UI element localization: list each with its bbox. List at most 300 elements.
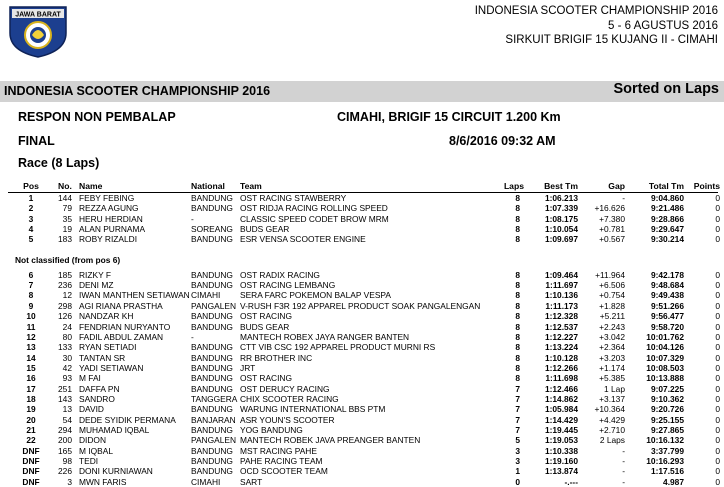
table-row — [0, 446, 724, 456]
cell-laps: 8 — [515, 342, 520, 353]
cell-pos: 11 — [26, 321, 36, 332]
cell-team: OST RADIX RACING — [240, 269, 320, 280]
cell-name: IWAN MANTHEN SETIAWAN — [79, 290, 190, 301]
cell-laps: 3 — [515, 445, 520, 456]
cell-gap: +4.429 — [599, 414, 625, 425]
cell-total: 10:08.503 — [646, 362, 684, 373]
cell-best: 1:06.213 — [544, 193, 578, 203]
cell-gap: +16.626 — [594, 203, 625, 214]
cell-national: BANDUNG — [191, 234, 233, 245]
cell-national: - — [191, 213, 194, 224]
event-header — [475, 4, 718, 48]
cell-total: 9:28.866 — [650, 213, 684, 224]
cell-total: 9:21.486 — [650, 203, 684, 214]
col-total: Total Tm — [648, 181, 684, 191]
cell-name: AGI RIANA PRASTHA — [79, 300, 163, 311]
col-team: Team — [240, 181, 262, 191]
cell-laps: 8 — [515, 300, 520, 311]
cell-total: 9:56.477 — [650, 311, 684, 322]
cell-total: 9:29.647 — [650, 224, 684, 235]
cell-points: 0 — [715, 311, 720, 322]
cell-laps: 8 — [515, 352, 520, 363]
cell-best: 1:07.339 — [544, 203, 578, 214]
table-row — [0, 363, 724, 373]
cell-national: BANDUNG — [191, 445, 233, 456]
cell-no: 80 — [62, 331, 72, 342]
cell-laps: 8 — [515, 234, 520, 245]
cell-no: 143 — [58, 393, 72, 404]
cell-national: TANGGERA — [191, 393, 238, 404]
cell-no: 30 — [62, 352, 72, 363]
cell-pos: DNF — [22, 456, 40, 467]
cell-team: WARUNG INTERNATIONAL BBS PTM — [240, 404, 386, 415]
cell-national: BANDUNG — [191, 466, 233, 477]
col-national: National — [191, 181, 225, 191]
cell-laps: 7 — [515, 393, 520, 404]
cell-team: MANTECH ROBEK JAVA PREANGER BANTEN — [240, 435, 421, 446]
cell-total: 1:17.516 — [650, 466, 684, 477]
table-row — [0, 466, 724, 476]
cell-national: BANDUNG — [191, 280, 233, 291]
cell-total: 9:07.225 — [650, 383, 684, 394]
cell-laps: 8 — [515, 203, 520, 214]
cell-gap: +3.042 — [599, 331, 625, 342]
cell-best: 1:11.173 — [545, 300, 578, 311]
table-row — [0, 394, 724, 404]
cell-laps: 5 — [515, 435, 520, 446]
cell-pos: DNF — [22, 445, 40, 456]
cell-points: 0 — [715, 445, 720, 456]
cell-total: 3:37.799 — [650, 445, 684, 456]
table-row — [0, 214, 724, 224]
cell-pos: 13 — [26, 342, 36, 353]
col-points: Points — [693, 181, 720, 191]
cell-best: 1:12.537 — [544, 321, 578, 332]
cell-national: BANDUNG — [191, 193, 233, 203]
col-laps: Laps — [503, 181, 524, 191]
cell-best: 1:10.338 — [544, 445, 578, 456]
cell-no: 165 — [58, 445, 72, 456]
cell-best: 1:12.266 — [544, 362, 578, 373]
cell-pos: 6 — [28, 269, 34, 280]
cell-no: 35 — [62, 213, 72, 224]
cell-best: 1:14.862 — [544, 393, 578, 404]
cell-no: 13 — [62, 404, 72, 415]
cell-pos: 18 — [26, 393, 36, 404]
cell-best: 1:10.128 — [544, 352, 578, 363]
table-row — [0, 477, 724, 487]
cell-total: 10:07.329 — [646, 352, 684, 363]
table-row — [0, 311, 724, 321]
cell-best: 1:19.445 — [544, 425, 578, 435]
cell-team: ESR VENSA SCOOTER ENGINE — [240, 234, 366, 245]
cell-total: 10:01.762 — [646, 331, 684, 342]
cell-national: BANJARAN — [191, 414, 236, 425]
cell-points: 0 — [715, 280, 720, 291]
cell-total: 4.987 — [663, 476, 684, 487]
cell-name: YADI SETIAWAN — [79, 362, 144, 373]
cell-gap: - — [622, 193, 625, 203]
cell-total: 9:25.155 — [650, 414, 684, 425]
cell-pos: 16 — [26, 373, 36, 384]
cell-pos: 19 — [26, 404, 36, 415]
table-row — [0, 425, 724, 435]
cell-team: MANTECH ROBEX JAYA RANGER BANTEN — [240, 331, 410, 342]
cell-points: 0 — [715, 234, 720, 245]
cell-team: OST RACING LEMBANG — [240, 280, 336, 291]
cell-gap: +1.174 — [599, 362, 625, 373]
cell-laps: 3 — [515, 456, 520, 467]
table-row — [0, 280, 724, 290]
cell-national: BANDUNG — [191, 342, 233, 353]
cell-gap: +2.243 — [599, 321, 625, 332]
cell-team: JRT — [240, 362, 256, 373]
cell-team: PAHE RACING TEAM — [240, 456, 323, 467]
cell-no: 98 — [62, 456, 72, 467]
cell-team: OST RACING — [240, 311, 292, 322]
cell-gap: +7.380 — [599, 213, 625, 224]
cell-laps: 8 — [515, 311, 520, 322]
cell-best: 1:11.698 — [545, 373, 578, 384]
cell-team: MST RACING PAHE — [240, 445, 317, 456]
cell-points: 0 — [715, 203, 720, 214]
cell-national: BANDUNG — [191, 311, 233, 322]
cell-name: ALAN PURNAMA — [79, 224, 146, 235]
cell-name: M FAI — [79, 373, 101, 384]
event-title: INDONESIA SCOOTER CHAMPIONSHIP 2016 — [474, 5, 718, 17]
cell-team: RR BROTHER INC — [240, 352, 313, 363]
cell-no: 24 — [62, 321, 72, 332]
cell-name: REZZA AGUNG — [79, 203, 139, 214]
cell-pos: DNF — [22, 466, 40, 477]
cell-gap: - — [622, 476, 625, 487]
cell-name: SANDRO — [79, 393, 115, 404]
cell-total: 9:49.438 — [650, 290, 684, 301]
cell-best: 1:12.227 — [544, 331, 578, 342]
cell-national: BANDUNG — [191, 362, 233, 373]
cell-national: BANDUNG — [191, 203, 233, 214]
cell-points: 0 — [715, 373, 720, 384]
cell-pos: 10 — [26, 311, 36, 322]
cell-total: 10:16.132 — [646, 435, 684, 446]
cell-no: 93 — [62, 373, 72, 384]
table-row — [0, 270, 724, 280]
cell-name: TEDI — [79, 456, 99, 467]
cell-team: OST RIDJA RACING ROLLING SPEED — [240, 203, 388, 214]
cell-gap: +11.964 — [595, 269, 625, 280]
cell-team: CHIX SCOOTER RACING — [240, 393, 339, 404]
cell-total: 10:13.888 — [646, 373, 684, 384]
cell-total: 9:42.178 — [650, 269, 684, 280]
cell-national: - — [191, 331, 194, 342]
cell-no: 133 — [58, 342, 72, 353]
cell-total: 9:30.214 — [650, 234, 684, 245]
cell-pos: 8 — [28, 290, 34, 301]
cell-laps: 8 — [515, 269, 520, 280]
cell-points: 0 — [715, 290, 720, 301]
cell-laps: 8 — [515, 280, 520, 291]
table-row — [0, 373, 724, 383]
cell-national: BANDUNG — [191, 373, 233, 384]
cell-national: BANDUNG — [191, 404, 233, 415]
cell-best: 1:09.464 — [544, 269, 578, 280]
cell-pos: 3 — [28, 213, 34, 224]
cell-no: 12 — [62, 290, 72, 301]
circuit-name: CIMAHI, BRIGIF 15 CIRCUIT 1.200 Km — [337, 110, 561, 124]
cell-best: 1:19.053 — [544, 435, 578, 446]
cell-best: 1:10.136 — [544, 290, 578, 301]
cell-team: OST RACING — [240, 373, 292, 384]
cell-name: DAFFA PN — [79, 383, 120, 394]
cell-points: 0 — [715, 362, 720, 373]
cell-team: CLASSIC SPEED CODET BROW MRM — [240, 213, 389, 224]
cell-name: M IQBAL — [79, 445, 113, 456]
cell-national: BANDUNG — [191, 321, 233, 332]
cell-team: CTT VIB CSC 192 APPAREL PRODUCT MURNI RS — [240, 342, 436, 353]
cell-pos: 12 — [26, 331, 36, 342]
table-row — [0, 332, 724, 342]
cell-name: FENDRIAN NURYANTO — [79, 321, 171, 332]
cell-no: 236 — [58, 280, 72, 291]
cell-team: OST RACING STAWBERRY — [240, 193, 347, 203]
cell-no: 144 — [58, 193, 72, 203]
table-row — [0, 384, 724, 394]
cell-no: 226 — [58, 466, 72, 477]
cell-laps: 0 — [515, 476, 520, 487]
cell-name: RIZKY F — [79, 269, 111, 280]
cell-no: 3 — [67, 476, 72, 487]
cell-gap: +6.506 — [599, 280, 625, 291]
cell-points: 0 — [715, 300, 720, 311]
title-band — [0, 81, 724, 102]
table-row — [0, 456, 724, 466]
cell-gap: +3.203 — [599, 352, 625, 363]
cell-pos: 4 — [28, 224, 34, 235]
cell-national: PANGALEN — [191, 300, 236, 311]
cell-team: OST DERUCY RACING — [240, 383, 330, 394]
cell-total: 9:48.684 — [650, 280, 684, 291]
cell-laps: 1 — [515, 466, 520, 477]
cell-gap: - — [622, 456, 625, 467]
col-no: No. — [58, 181, 72, 191]
not-classified-label: Not classified (from pos 6) — [15, 254, 121, 265]
col-name: Name — [79, 181, 103, 191]
cell-points: 0 — [715, 269, 720, 280]
cell-points: 0 — [715, 342, 720, 353]
cell-team: BUDS GEAR — [240, 321, 290, 332]
col-gap: Gap — [608, 181, 625, 191]
cell-best: 1:13.874 — [544, 466, 578, 477]
cell-points: 0 — [715, 425, 720, 435]
cell-points: 0 — [715, 383, 720, 394]
cell-team: ASR YOUN'S SCOOTER — [240, 414, 335, 425]
cell-gap: +0.754 — [599, 290, 625, 301]
event-venue: SIRKUIT BRIGIF 15 KUJANG II - CIMAHI — [505, 34, 718, 46]
cell-name: ROBY RIZALDI — [79, 234, 138, 245]
cell-points: 0 — [715, 321, 720, 332]
cell-national: BANDUNG — [191, 269, 233, 280]
cell-total: 9:58.720 — [650, 321, 684, 332]
cell-no: 54 — [62, 414, 72, 425]
class-name: RESPON NON PEMBALAP — [18, 110, 176, 124]
cell-points: 0 — [715, 414, 720, 425]
cell-pos: 2 — [28, 203, 34, 214]
logo-text: JAWA BARAT — [15, 11, 61, 19]
cell-best: 1:09.697 — [544, 234, 578, 245]
table-row — [0, 322, 724, 332]
cell-name: DONI KURNIAWAN — [79, 466, 153, 477]
cell-pos: 5 — [28, 234, 34, 245]
table-row — [0, 415, 724, 425]
cell-gap: +3.137 — [599, 393, 625, 404]
cell-best: 1:12.466 — [544, 383, 578, 394]
cell-no: 183 — [58, 234, 72, 245]
cell-no: 185 — [58, 269, 72, 280]
race-label: Race (8 Laps) — [18, 156, 100, 170]
cell-best: 1:14.429 — [544, 414, 578, 425]
cell-name: HERU HERDIAN — [79, 213, 143, 224]
cell-name: DIDON — [79, 435, 106, 446]
cell-team: BUDS GEAR — [240, 224, 290, 235]
cell-national: BANDUNG — [191, 425, 233, 435]
cell-points: 0 — [715, 213, 720, 224]
table-row — [0, 234, 724, 244]
table-row — [0, 435, 724, 445]
cell-laps: 7 — [515, 425, 520, 435]
cell-pos: 9 — [28, 300, 34, 311]
cell-national: PANGALEN — [191, 435, 236, 446]
cell-best: 1:12.328 — [544, 311, 578, 322]
table-row — [0, 224, 724, 234]
table-row — [0, 353, 724, 363]
cell-laps: 8 — [515, 213, 520, 224]
cell-best: -.--- — [564, 476, 578, 487]
cell-national: SOREANG — [191, 224, 233, 235]
table-row — [0, 193, 724, 203]
cell-best: 1:13.224 — [544, 342, 578, 353]
cell-gap: 1 Lap — [604, 383, 625, 394]
cell-name: FEBY FEBING — [79, 193, 135, 203]
cell-name: TANTAN SR — [79, 352, 126, 363]
cell-team: SART — [240, 476, 263, 487]
cell-national: BANDUNG — [191, 383, 233, 394]
cell-points: 0 — [715, 476, 720, 487]
cell-total: 10:16.293 — [646, 456, 684, 467]
cell-points: 0 — [715, 456, 720, 467]
cell-pos: 17 — [26, 383, 36, 394]
cell-points: 0 — [715, 352, 720, 363]
cell-gap: +2.710 — [599, 425, 625, 435]
cell-no: 251 — [58, 383, 72, 394]
cell-total: 9:10.362 — [650, 393, 684, 404]
cell-national: CIMAHI — [191, 476, 221, 487]
cell-laps: 8 — [515, 373, 520, 384]
cell-laps: 8 — [515, 193, 520, 203]
jawa-barat-logo — [2, 3, 74, 59]
cell-team: V-RUSH F3R 192 APPAREL PRODUCT SOAK PANGALENGAN — [240, 300, 481, 311]
col-pos: Pos — [23, 181, 39, 191]
cell-team: SERA FARC POKEMON BALAP VESPA — [240, 290, 391, 301]
cell-national: CIMAHI — [191, 290, 221, 301]
cell-pos: DNF — [22, 476, 40, 487]
cell-name: DAVID — [79, 404, 104, 415]
cell-best: 1:08.175 — [544, 213, 578, 224]
cell-best: 1:19.160 — [544, 456, 578, 467]
cell-name: MWN FARIS — [79, 476, 127, 487]
cell-points: 0 — [715, 393, 720, 404]
cell-points: 0 — [715, 224, 720, 235]
table-row — [0, 404, 724, 414]
cell-pos: 22 — [26, 435, 36, 446]
cell-team: YOG BANDUNG — [240, 425, 303, 435]
cell-name: MUHAMAD IQBAL — [79, 425, 150, 435]
cell-points: 0 — [715, 404, 720, 415]
cell-laps: 8 — [515, 290, 520, 301]
table-row — [0, 290, 724, 300]
cell-pos: 7 — [28, 280, 34, 291]
cell-no: 19 — [62, 224, 72, 235]
cell-points: 0 — [715, 331, 720, 342]
cell-laps: 8 — [515, 224, 520, 235]
cell-gap: +0.781 — [599, 224, 625, 235]
cell-no: 79 — [62, 203, 72, 214]
cell-best: 1:10.054 — [544, 224, 578, 235]
cell-no: 294 — [58, 425, 72, 435]
cell-gap: - — [622, 466, 625, 477]
cell-gap: +10.364 — [594, 404, 625, 415]
cell-total: 9:20.726 — [650, 404, 684, 415]
cell-total: 9:04.860 — [650, 193, 684, 203]
cell-laps: 8 — [515, 331, 520, 342]
cell-gap: +5.211 — [599, 311, 625, 322]
cell-points: 0 — [715, 466, 720, 477]
cell-pos: 1 — [28, 193, 34, 203]
cell-name: DENI MZ — [79, 280, 114, 291]
cell-laps: 8 — [515, 321, 520, 332]
table-row — [0, 203, 724, 213]
cell-no: 200 — [58, 435, 72, 446]
col-best: Best Tm — [544, 181, 578, 191]
table-row — [0, 342, 724, 352]
cell-name: NANDZAR KH — [79, 311, 134, 322]
cell-laps: 7 — [515, 404, 520, 415]
cell-gap: +2.364 — [599, 342, 625, 353]
cell-gap: +0.567 — [599, 234, 625, 245]
cell-national: BANDUNG — [191, 352, 233, 363]
cell-total: 9:51.266 — [650, 300, 684, 311]
event-dates: 5 - 6 AGUSTUS 2016 — [608, 19, 718, 32]
cell-laps: 8 — [515, 362, 520, 373]
session-name: FINAL — [18, 134, 55, 148]
session-datetime: 8/6/2016 09:32 AM — [449, 134, 556, 148]
cell-best: 1:05.984 — [544, 404, 578, 415]
cell-total: 9:27.865 — [650, 425, 684, 435]
cell-national: BANDUNG — [191, 456, 233, 467]
cell-pos: 15 — [26, 362, 36, 373]
cell-name: RYAN SETIADI — [79, 342, 137, 353]
cell-pos: 20 — [26, 414, 36, 425]
cell-points: 0 — [715, 193, 720, 203]
cell-laps: 7 — [515, 383, 520, 394]
cell-pos: 14 — [26, 352, 36, 363]
cell-no: 298 — [58, 300, 72, 311]
cell-gap: +1.828 — [599, 300, 625, 311]
cell-name: FADIL ABDUL ZAMAN — [79, 331, 164, 342]
cell-gap: 2 Laps — [599, 435, 625, 446]
table-row — [0, 301, 724, 311]
championship-title: INDONESIA SCOOTER CHAMPIONSHIP 2016 — [4, 84, 271, 98]
cell-gap: - — [622, 445, 625, 456]
